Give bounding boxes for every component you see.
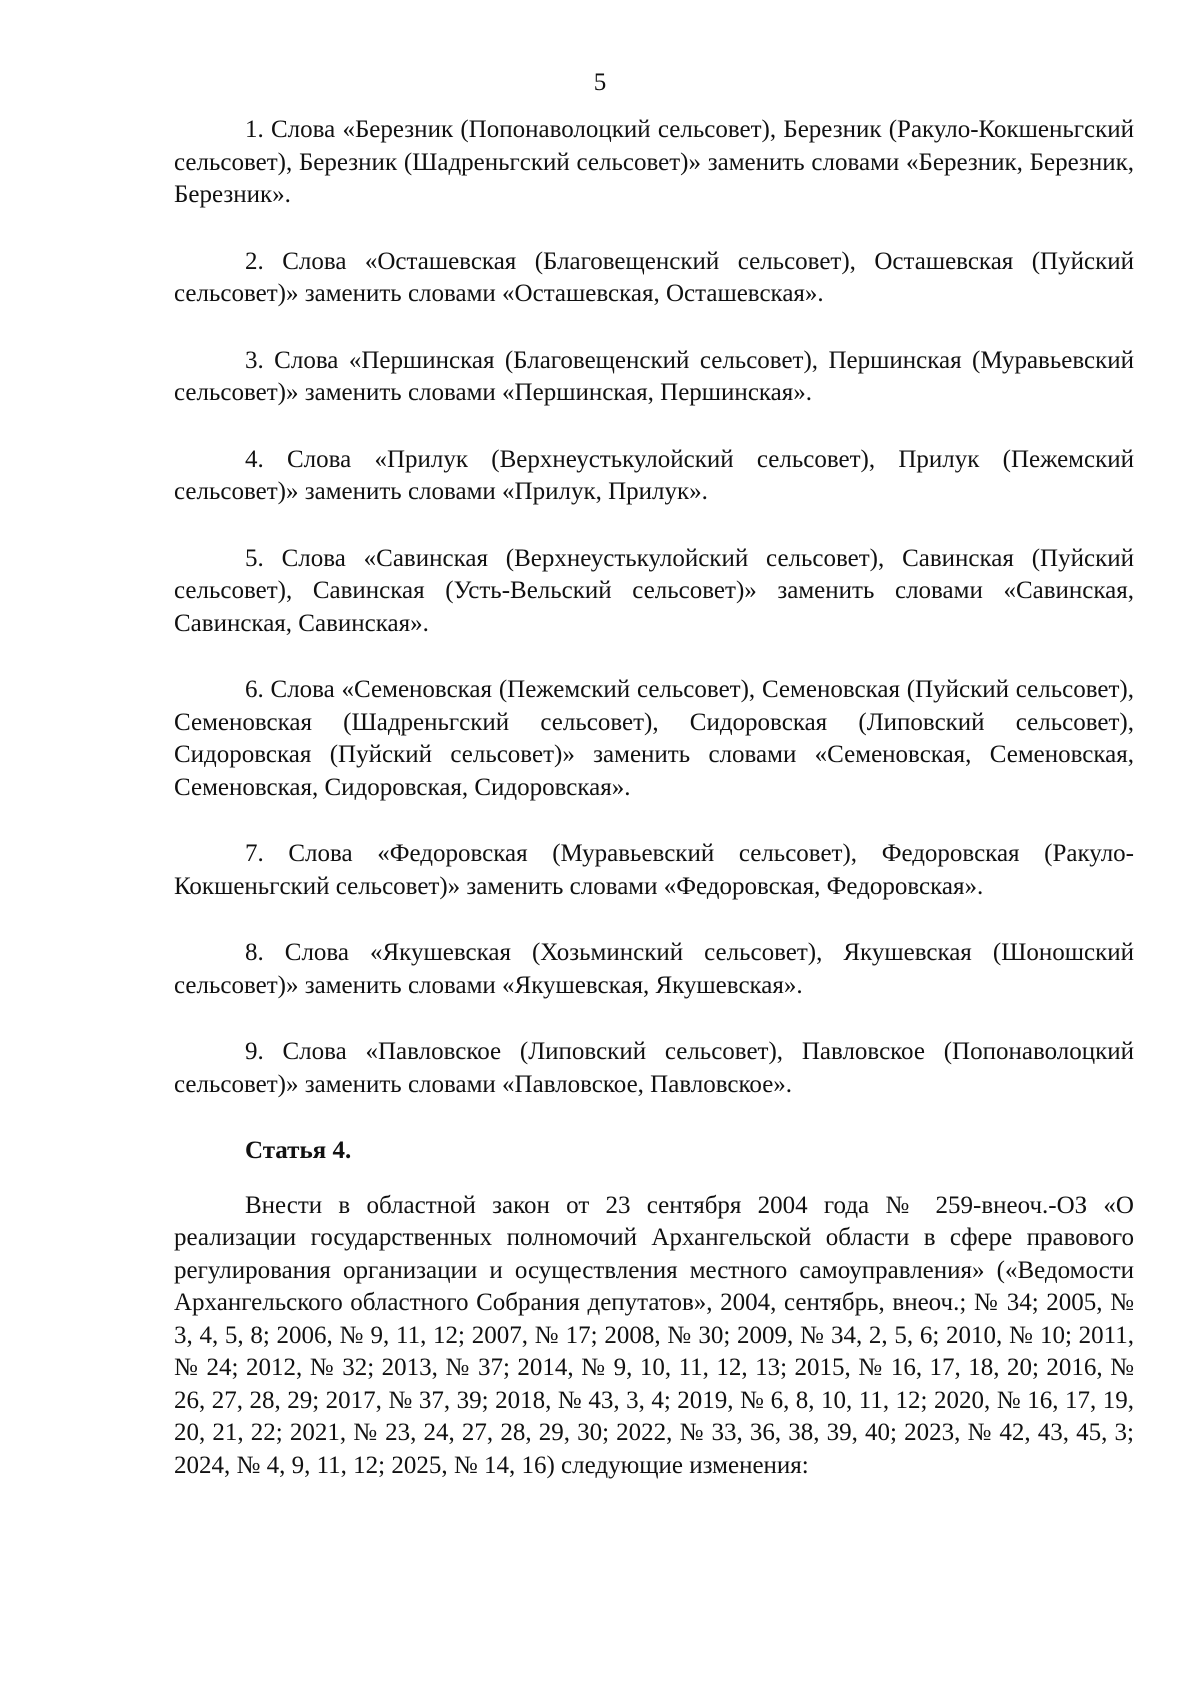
list-item-8: 8. Слова «Якушевская (Хозьминский сельсовет), Якушевская (Шоношский сельсовет)» заменить словами «Якушевская, Якушевская». (174, 939, 1134, 999)
document-body (174, 114, 1134, 1482)
article-heading: Статья 4. (245, 1137, 352, 1164)
list-item-4: 4. Слова «Прилук (Верхнеустькулойский сельсовет), Прилук (Пежемский сельсовет)» заменить словами «Прилук, Прилук». (174, 445, 1134, 505)
list-item-6: 6. Слова «Семеновская (Пежемский сельсовет), Семеновская (Пуйский сельсовет), Семеновская (Шадреньгский сельсовет), Сидоровская (Липовский сельсовет), Сидоровская (Пуйский сельсовет)» заменить словами «Семеновская, Семеновская, Семеновская, Сидоровская, Сидоровская». (174, 676, 1134, 801)
list-item-3: 3. Слова «Першинская (Благовещенский сельсовет), Першинская (Муравьевский сельсовет)» заменить словами «Першинская, Першинская». (174, 346, 1134, 406)
list-item-2: 2. Слова «Осташевская (Благовещенский сельсовет), Осташевская (Пуйский сельсовет)» заменить словами «Осташевская, Осташевская». (174, 247, 1134, 307)
page-number: 5 (593, 69, 607, 96)
list-item-1: 1. Слова «Березник (Попонаволоцкий сельсовет), Березник (Ракуло-Кокшеньгский сельсовет), Березник (Шадреньгский сельсовет)» заменить словами «Березник, Березник, Березник». (174, 116, 1134, 208)
list-item-9: 9. Слова «Павловское (Липовский сельсовет), Павловское (Попонаволоцкий сельсовет)» заменить словами «Павловское, Павловское». (174, 1038, 1134, 1098)
list-item-7: 7. Слова «Федоровская (Муравьевский сельсовет), Федоровская (Ракуло-Кокшеньгский сельсовет)» заменить словами «Федоровская, Федоровская». (174, 840, 1134, 900)
article-body: Внести в областной закон от 23 сентября 2004 года № 259-внеоч.-ОЗ «О реализации государственных полномочий Архангельской области в сфере правового регулирования организации и осуществления местного самоуправления» («Ведомости Архангельского областного Собрания депутатов», 2004, сентябрь, внеоч.; № 34; 2005, № 3, 4, 5, 8; 2006, № 9, 11, 12; 2007, № 17; 2008, № 30; 2009, № 34, 2, 5, 6; 2010, № 10; 2011, № 24; 2012, № 32; 2013, № 37; 2014, № 9, 10, 11, 12, 13; 2015, № 16, 17, 18, 20; 2016, № 26, 27, 28, 29; 2017, № 37, 39; 2018, № 43, 3, 4; 2019, № 6, 8, 10, 11, 12; 2020, № 16, 17, 19, 20, 21, 22; 2021, № 23, 24, 27, 28, 29, 30; 2022, № 33, 36, 38, 39, 40; 2023, № 42, 43, 45, 3; 2024, № 4, 9, 11, 12; 2025, № 14, 16) следующие изменения: (174, 1191, 1134, 1479)
list-item-5: 5. Слова «Савинская (Верхнеустькулойский сельсовет), Савинская (Пуйский сельсовет), Савинская (Усть-Вельский сельсовет)» заменить словами «Савинская, Савинская, Савинская». (174, 544, 1134, 637)
